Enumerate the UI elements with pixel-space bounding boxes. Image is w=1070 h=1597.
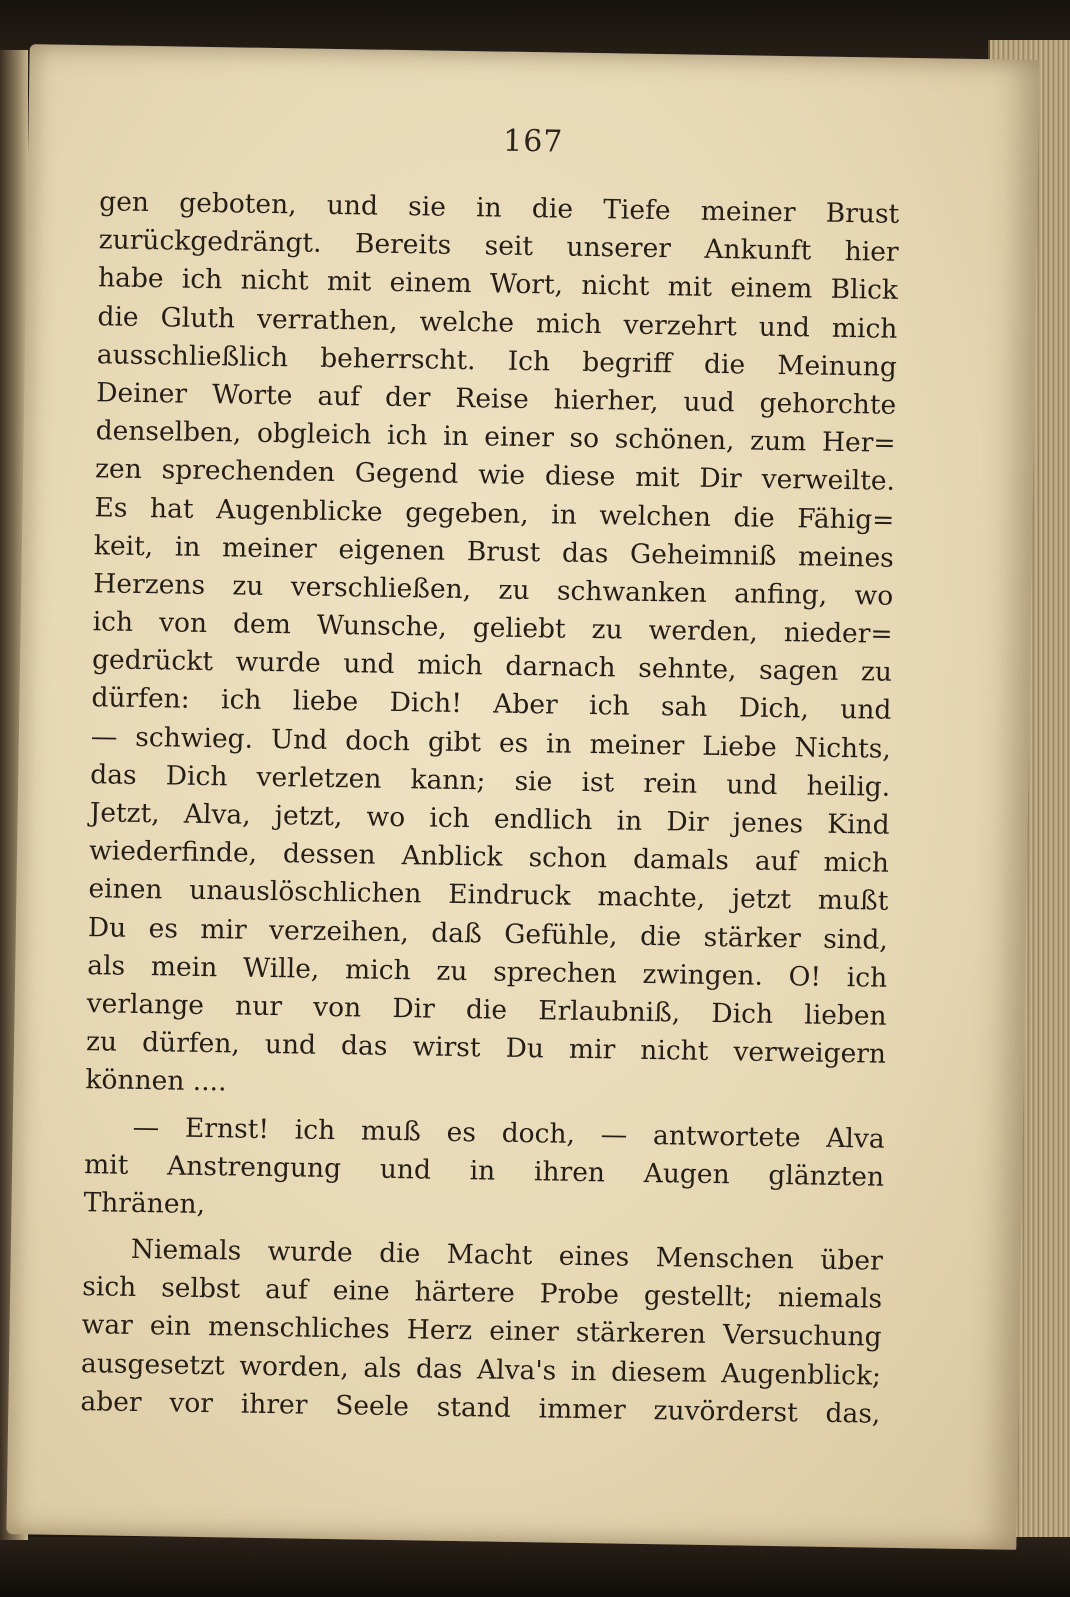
text-line: verlange nur von Dir die Erlaubniß, Dich lieben (86, 988, 887, 1032)
text-line: einen unauslöschlichen Eindruck machte, jetzt mußt (88, 873, 889, 918)
text-line: gedrückt wurde und mich darnach sehnte, sagen zu (91, 644, 893, 689)
text-line: Deiner Worte auf der Reise hierher, uud gehorchte (96, 377, 897, 421)
text-line: die Gluth verrathen, welche mich verzehrt und mich (97, 300, 898, 345)
paragraph (83, 1108, 885, 1235)
text-line: Thränen, (83, 1187, 206, 1220)
text-line: als mein Wille, mich zu sprechen zwingen. O! ich (87, 949, 888, 994)
text-line: wiederfinde, dessen Anblick schon damals auf mich (88, 835, 890, 879)
text-line: denselben, obgleich ich in einer so schönen, zum Her= (95, 415, 896, 459)
text-line: habe ich nicht mit einem Wort, nicht mit einem Blick (97, 262, 899, 307)
text-line: Jetzt, Alva, jetzt, wo ich endlich in Dir jenes Kind (89, 797, 890, 841)
text-line: Niemals wurde die Macht eines Menschen über (130, 1233, 883, 1277)
page-text (80, 183, 899, 1433)
text-line: dürfen: ich liebe Dich! Aber ich sah Dich, und (91, 682, 892, 727)
text-line: Es hat Augenblicke gegeben, in welchen die Fähig= (94, 491, 895, 536)
text-line: können .... (85, 1064, 227, 1098)
text-line: zurückgedrängt. Bereits seit unserer Ankunft hier (98, 224, 899, 269)
text-line: Du es mir verzeihen, daß Gefühle, die stärker sind, (87, 911, 889, 956)
text-line: ausschließlich beherrscht. Ich begriff die Meinung (96, 339, 898, 383)
text-line: ausgesetzt worden, als das Alva's in diesem Augenblick; (80, 1347, 882, 1392)
book-page (6, 44, 1039, 1550)
text-line: zen sprechenden Gegend wie diese mit Dir verweilte. (94, 453, 896, 498)
text-line: aber vor ihrer Seele stand immer zuvörderst das, (80, 1385, 881, 1430)
text-line: — schwieg. Und doch gibt es in meiner Liebe Nichts, (90, 720, 892, 765)
page-number: 167 (502, 123, 564, 160)
text-line: sich selbst auf eine härtere Probe gestellt; niemals (82, 1271, 883, 1315)
text-line: zu dürfen, und das wirst Du mir nicht verweigern (85, 1026, 887, 1070)
text-line: mit Anstrengung und in ihren Augen glänzten (83, 1148, 885, 1193)
text-line: das Dich verletzen kann; sie ist rein und heilig. (90, 759, 891, 803)
text-line: war ein menschliches Herz einer stärkeren Versuchung (81, 1309, 882, 1354)
text-line: gen geboten, und sie in die Tiefe meiner Brust (99, 186, 900, 230)
paragraph (80, 1230, 883, 1433)
text-line: ich von dem Wunsche, geliebt zu werden, nieder= (92, 606, 893, 650)
text-line: Herzens zu verschließen, zu schwanken anfing, wo (93, 568, 894, 612)
text-line: keit, in meiner eigenen Brust das Geheimniß meines (93, 529, 895, 574)
paragraph (85, 183, 899, 1112)
text-line: — Ernst! ich muß es doch, — antwortete Alva (132, 1111, 885, 1155)
